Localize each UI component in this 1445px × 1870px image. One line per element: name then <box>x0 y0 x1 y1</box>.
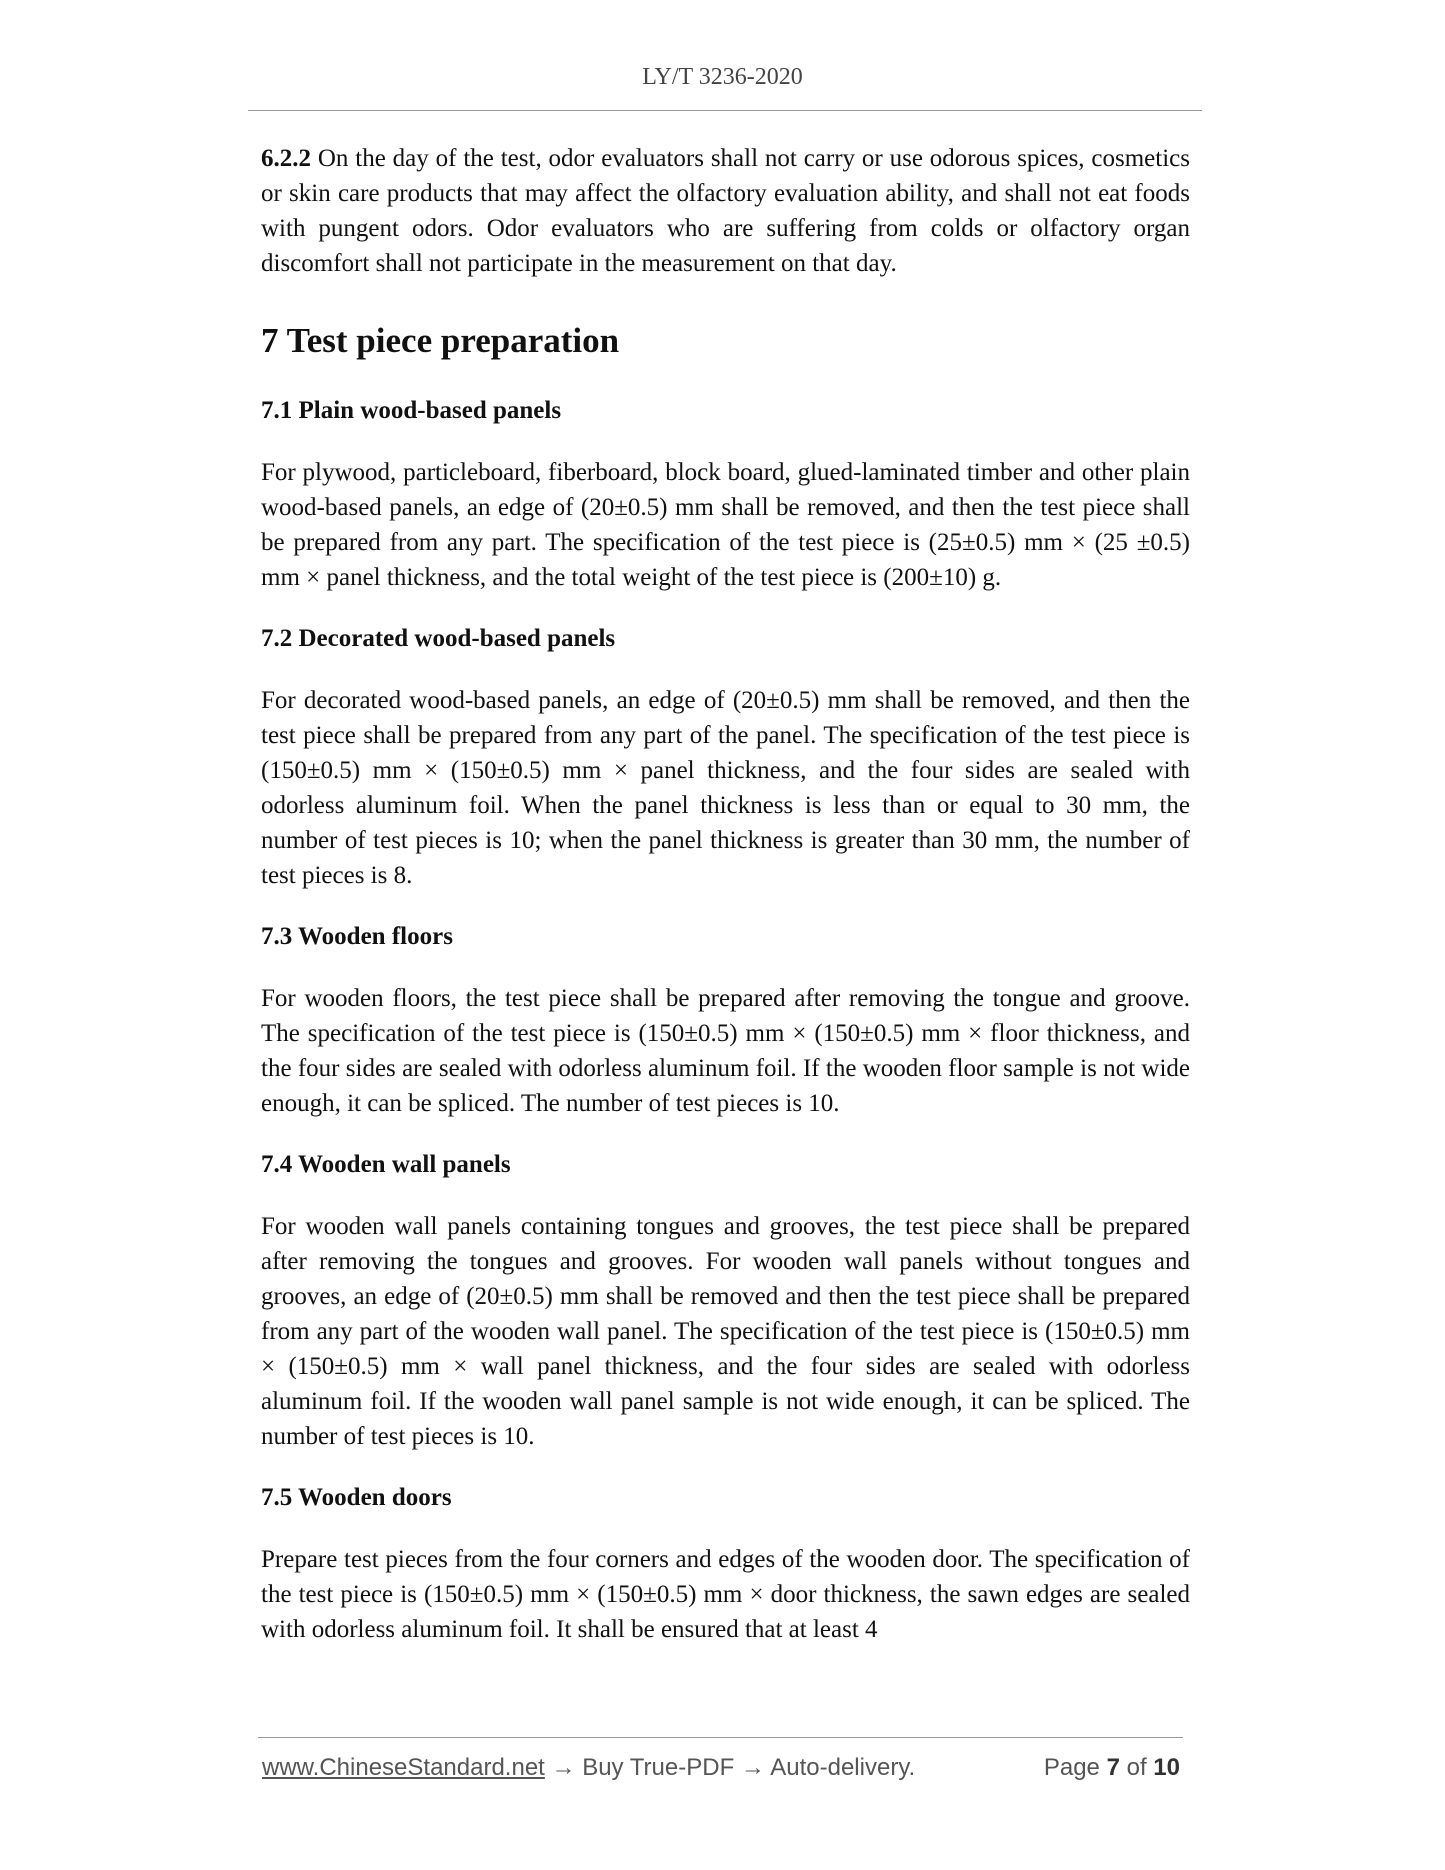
page-of-label: of <box>1126 1754 1147 1781</box>
header-divider <box>248 110 1202 111</box>
subsection-text-7-4: For wooden wall panels containing tongues and grooves, the test piece shall be prepared after removing the tongues and grooves. For wooden wall panels without tongues and grooves, an edge of (20±0.5) mm shall be removed and then the test piece shall be prepared from any part of the wooden wall panel. The specification of the test piece is (150±0.5) mm × (150±0.5) mm × wall panel thickness, and the four sides are sealed with odorless aluminum foil. If the wooden wall panel sample is not wide enough, it can be spliced. The number of test pieces is 10. <box>261 1213 1190 1450</box>
total-pages-number: 10 <box>1153 1754 1180 1781</box>
subsection-heading-7-3: 7.3 Wooden floors <box>261 923 453 950</box>
clause-text: On the day of the test, odor evaluators shall not carry or use odorous spices, cosmetics or skin care products that may affect the olfactory evaluation ability, and shall not eat foods with pungent odors. Odor evaluators who are suffering from colds or olfactory organ discomfort shall not participate in the measurement on that day. <box>261 145 1190 277</box>
section-heading: 7 Test piece preparation <box>261 321 620 360</box>
clause-number: 6.2.2 <box>261 145 311 172</box>
subsection-heading-7-5: 7.5 Wooden doors <box>261 1484 452 1511</box>
current-page-number: 7 <box>1106 1754 1120 1781</box>
subsection-heading-7-1: 7.1 Plain wood-based panels <box>261 397 562 424</box>
auto-delivery-text: Auto-delivery. <box>770 1754 916 1781</box>
footer-promo <box>262 1754 915 1782</box>
subsection-heading-7-4: 7.4 Wooden wall panels <box>261 1151 511 1178</box>
page-body <box>261 141 1190 1647</box>
subsection-text-7-3: For wooden floors, the test piece shall be prepared after removing the tongue and groove. The specification of the test piece is (150±0.5) mm × (150±0.5) mm × floor thickness, and the four sides are sealed with odorless aluminum foil. If the wooden floor sample is not wide enough, it can be spliced. The number of test pieces is 10. <box>261 985 1190 1117</box>
page-indicator <box>1044 1754 1180 1782</box>
subsection-text-7-5: Prepare test pieces from the four corners and edges of the wooden door. The specification of the test piece is (150±0.5) mm × (150±0.5) mm × door thickness, the sawn edges are sealed with odorless aluminum foil. It shall be ensured that at least 4 <box>261 1546 1190 1643</box>
clause-6-2-2 <box>261 141 1190 281</box>
website-link[interactable]: www.ChineseStandard.net <box>262 1754 545 1781</box>
buy-true-pdf-text: Buy True-PDF <box>582 1754 735 1781</box>
page-label: Page <box>1043 1754 1100 1781</box>
arrow-right-icon: → <box>740 1754 765 1781</box>
subsection-text-7-2: For decorated wood-based panels, an edge of (20±0.5) mm shall be removed, and then the test piece shall be prepared from any part of the panel. The specification of the test piece is (150±0.5) mm × (150±0.5) mm × panel thickness, and the four sides are sealed with odorless aluminum foil. When the panel thickness is less than or equal to 30 mm, the number of test pieces is 10; when the panel thickness is greater than 30 mm, the number of test pieces is 8. <box>261 687 1190 889</box>
footer-divider <box>258 1737 1183 1738</box>
running-header: LY/T 3236-2020 <box>642 64 803 90</box>
arrow-right-icon: → <box>551 1754 576 1781</box>
subsection-text-7-1: For plywood, particleboard, fiberboard, block board, glued-laminated timber and other plain wood-based panels, an edge of (20±0.5) mm shall be removed, and then the test piece shall be prepared from any part. The specification of the test piece is (25±0.5) mm × (25 ±0.5) mm × panel thickness, and the total weight of the test piece is (200±10) g. <box>261 459 1190 591</box>
subsection-heading-7-2: 7.2 Decorated wood-based panels <box>261 625 616 652</box>
